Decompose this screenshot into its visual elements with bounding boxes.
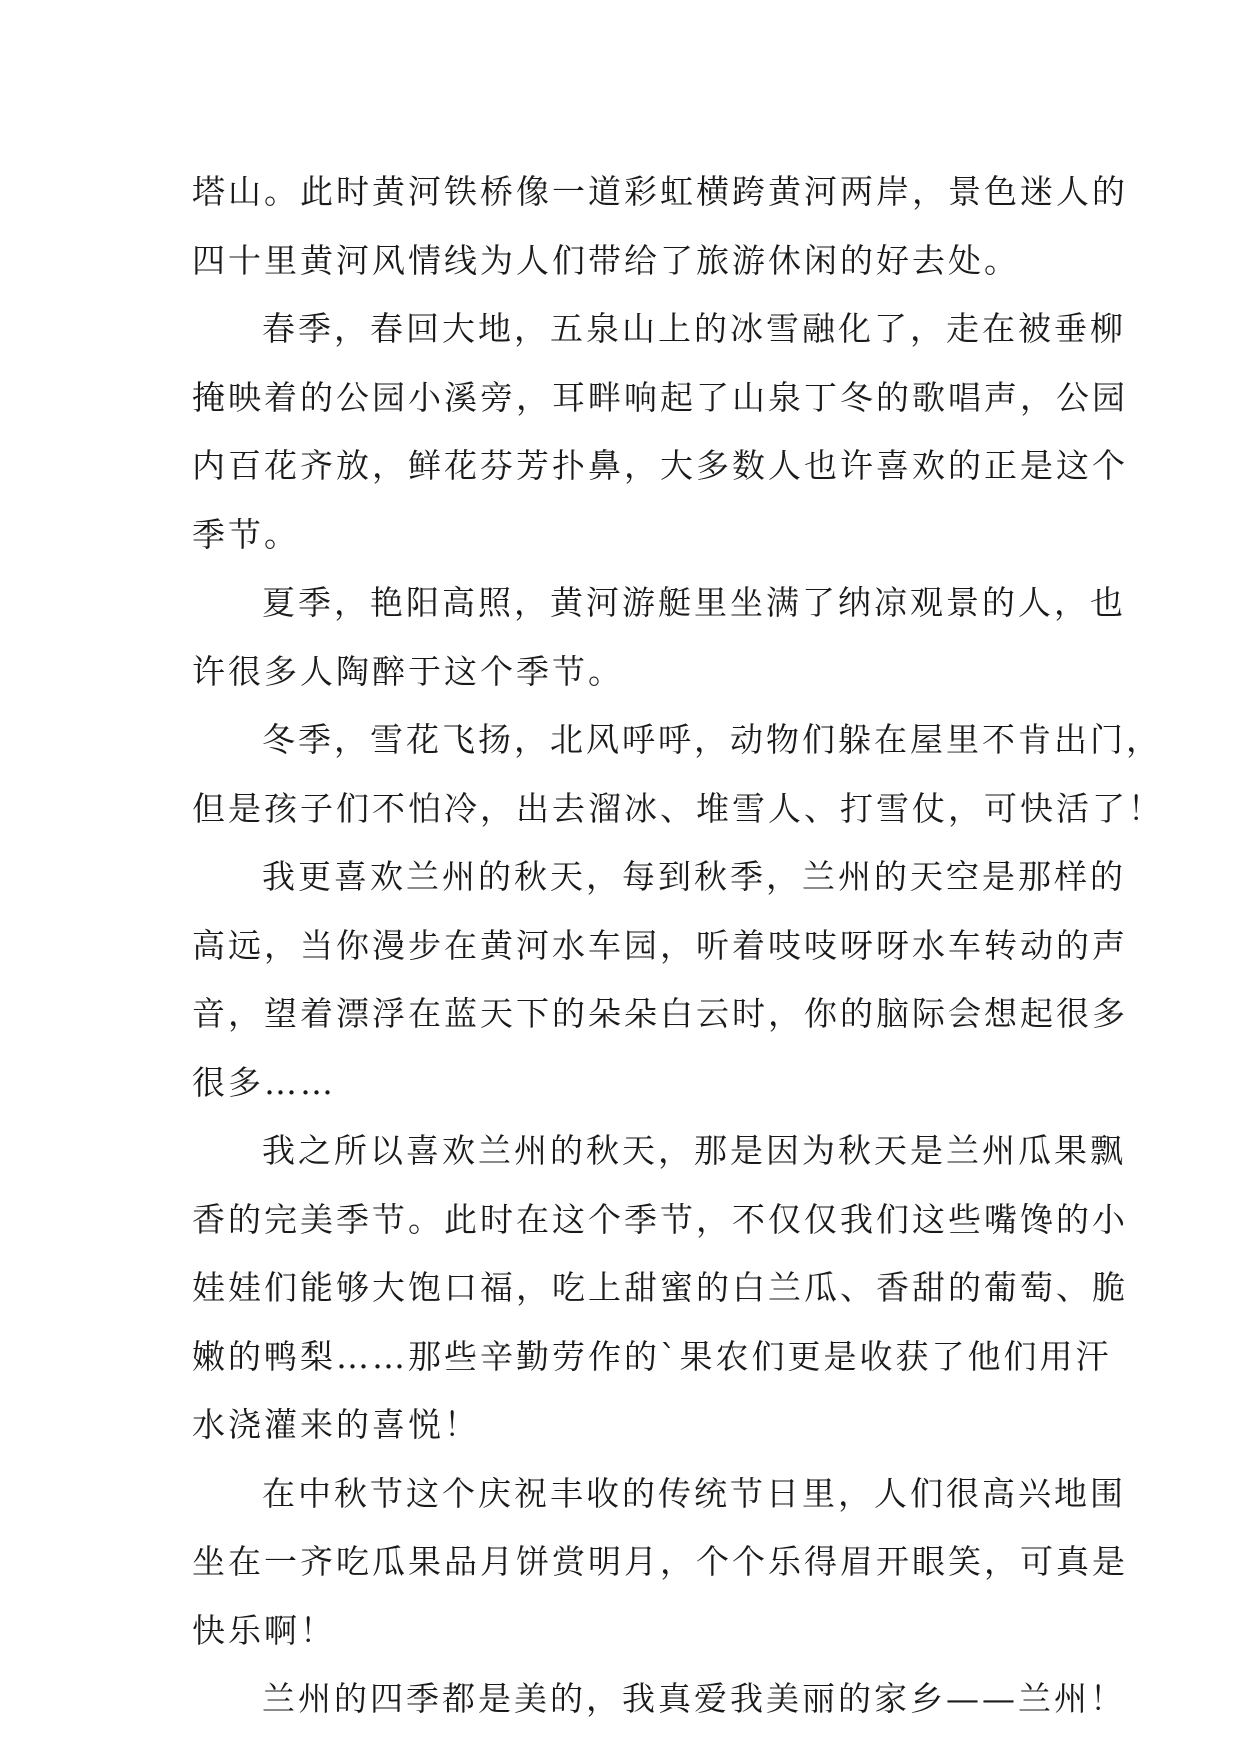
paragraph-spring-start: 春季，春回大地，五泉山上的冰雪融化了，走在被垂柳 bbox=[262, 309, 1126, 348]
text-line: 但是孩子们不怕冷，出去溜冰、堆雪人、打雪仗，可快活了！ bbox=[192, 788, 1164, 828]
text-line: 很多…… bbox=[192, 1062, 336, 1102]
paragraph-reason-start: 我之所以喜欢兰州的秋天，那是因为秋天是兰州瓜果飘 bbox=[262, 1131, 1126, 1170]
text-line: 许很多人陶醉于这个季节。 bbox=[192, 651, 624, 691]
text-line: 水浇灌来的喜悦！ bbox=[192, 1405, 480, 1444]
text-line: 嫩的鸭梨……那些辛勤劳作的`果农们更是收获了他们用汗 bbox=[192, 1336, 1112, 1376]
text-line: 高远，当你漫步在黄河水车园，听着吱吱呀呀水车转动的声 bbox=[192, 925, 1128, 965]
text-line: 内百花齐放，鲜花芬芳扑鼻，大多数人也许喜欢的正是这个 bbox=[192, 446, 1128, 485]
paragraph-summer-start: 夏季，艳阳高照，黄河游艇里坐满了纳凉观景的人，也 bbox=[262, 583, 1126, 622]
text-line: 四十里黄河风情线为人们带给了旅游休闲的好去处。 bbox=[192, 240, 1020, 280]
text-line: 香的完美季节。此时在这个季节，不仅仅我们这些嘴馋的小 bbox=[192, 1199, 1128, 1239]
paragraph-autumn-start: 我更喜欢兰州的秋天，每到秋季，兰州的天空是那样的 bbox=[262, 857, 1126, 896]
text-line: 娃娃们能够大饱口福，吃上甜蜜的白兰瓜、香甜的葡萄、脆 bbox=[192, 1268, 1128, 1307]
text-line: 坐在一齐吃瓜果品月饼赏明月，个个乐得眉开眼笑，可真是 bbox=[192, 1542, 1128, 1581]
text-line: 快乐啊！ bbox=[192, 1610, 336, 1650]
text-line: 季节。 bbox=[192, 514, 300, 554]
paragraph-conclusion: 兰州的四季都是美的，我真爱我美丽的家乡——兰州！ bbox=[262, 1679, 1126, 1718]
paragraph-midautumn-start: 在中秋节这个庆祝丰收的传统节日里，人们很高兴地围 bbox=[262, 1473, 1126, 1513]
text-line: 塔山。此时黄河铁桥像一道彩虹横跨黄河两岸，景色迷人的 bbox=[192, 172, 1128, 211]
paragraph-winter-start: 冬季，雪花飞扬，北风呼呼，动物们躲在屋里不肯出门， bbox=[262, 720, 1162, 759]
text-line: 音，望着漂浮在蓝天下的朵朵白云时，你的脑际会想起很多 bbox=[192, 994, 1128, 1033]
document-body bbox=[192, 158, 1164, 1734]
text-line: 掩映着的公园小溪旁，耳畔响起了山泉丁冬的歌唱声，公园 bbox=[192, 377, 1128, 417]
